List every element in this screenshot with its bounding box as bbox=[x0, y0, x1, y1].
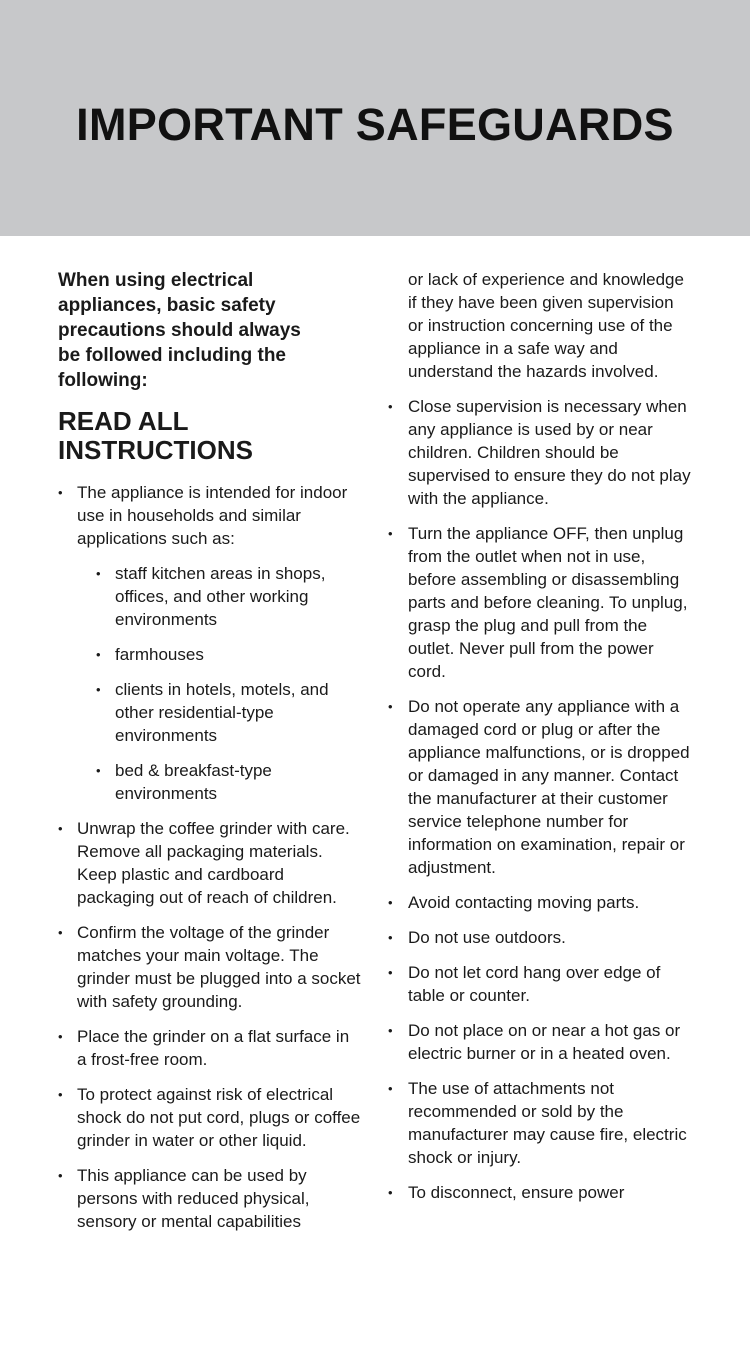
safeguard-list-left bbox=[58, 481, 363, 1233]
continued-text: or lack of experience and knowledge if they have been given supervision or instruction concerning use of the appliance in a safe way and understand the hazards involved. bbox=[408, 270, 684, 381]
sub-list-item: • clients in hotels, motels, and other residential-type environments bbox=[96, 678, 363, 747]
list-item: • The use of attachments not recommended or sold by the manufacturer may cause fire, electric shock or injury. bbox=[388, 1077, 693, 1169]
safeguard-list-right bbox=[388, 395, 693, 1204]
list-item: • To disconnect, ensure power bbox=[388, 1181, 693, 1204]
sub-list-item: • farmhouses bbox=[96, 643, 363, 666]
page-title: IMPORTANT SAFEGUARDS bbox=[76, 99, 674, 150]
list-item bbox=[58, 481, 363, 805]
right-column bbox=[388, 268, 693, 1216]
intro-text: When using electrical appliances, basic safety precautions should always be followed including the following: bbox=[58, 270, 301, 391]
header-banner bbox=[0, 0, 750, 236]
sub-list bbox=[77, 562, 363, 805]
list-item: • Close supervision is necessary when any appliance is used by or near children. Children should be supervised to ensure they do not play with the appliance. bbox=[388, 395, 693, 510]
section-heading: READ ALL INSTRUCTIONS bbox=[58, 406, 253, 465]
list-item: • Turn the appliance OFF, then unplug from the outlet when not in use, before assembling or disassembling parts and before cleaning. To unplug, grasp the plug and pull from the outlet. Never pull from the power cord. bbox=[388, 522, 693, 683]
list-item: • Do not let cord hang over edge of table or counter. bbox=[388, 961, 693, 1007]
sub-list-item: • staff kitchen areas in shops, offices, and other working environments bbox=[96, 562, 363, 631]
list-item: • This appliance can be used by persons with reduced physical, sensory or mental capabilities bbox=[58, 1164, 363, 1233]
list-item: • Do not use outdoors. bbox=[388, 926, 693, 949]
list-item: • Unwrap the coffee grinder with care. Remove all packaging materials. Keep plastic and cardboard packaging out of reach of children. bbox=[58, 817, 363, 909]
list-item: • To protect against risk of electrical shock do not put cord, plugs or coffee grinder in water or other liquid. bbox=[58, 1083, 363, 1152]
list-item-text: The appliance is intended for indoor use in households and similar applications such as: bbox=[77, 483, 348, 548]
left-column bbox=[58, 268, 363, 1245]
list-item: • Confirm the voltage of the grinder matches your main voltage. The grinder must be plugged into a socket with safety grounding. bbox=[58, 921, 363, 1013]
list-item: • Do not operate any appliance with a damaged cord or plug or after the appliance malfunctions, or is dropped or damaged in any manner. Contact the manufacturer at their customer service telephone number for information on examination, repair or adjustment. bbox=[388, 695, 693, 879]
list-item: • Do not place on or near a hot gas or electric burner or in a heated oven. bbox=[388, 1019, 693, 1065]
sub-list-item: • bed & breakfast-type environments bbox=[96, 759, 363, 805]
list-item: • Place the grinder on a flat surface in a frost-free room. bbox=[58, 1025, 363, 1071]
list-item: • Avoid contacting moving parts. bbox=[388, 891, 693, 914]
